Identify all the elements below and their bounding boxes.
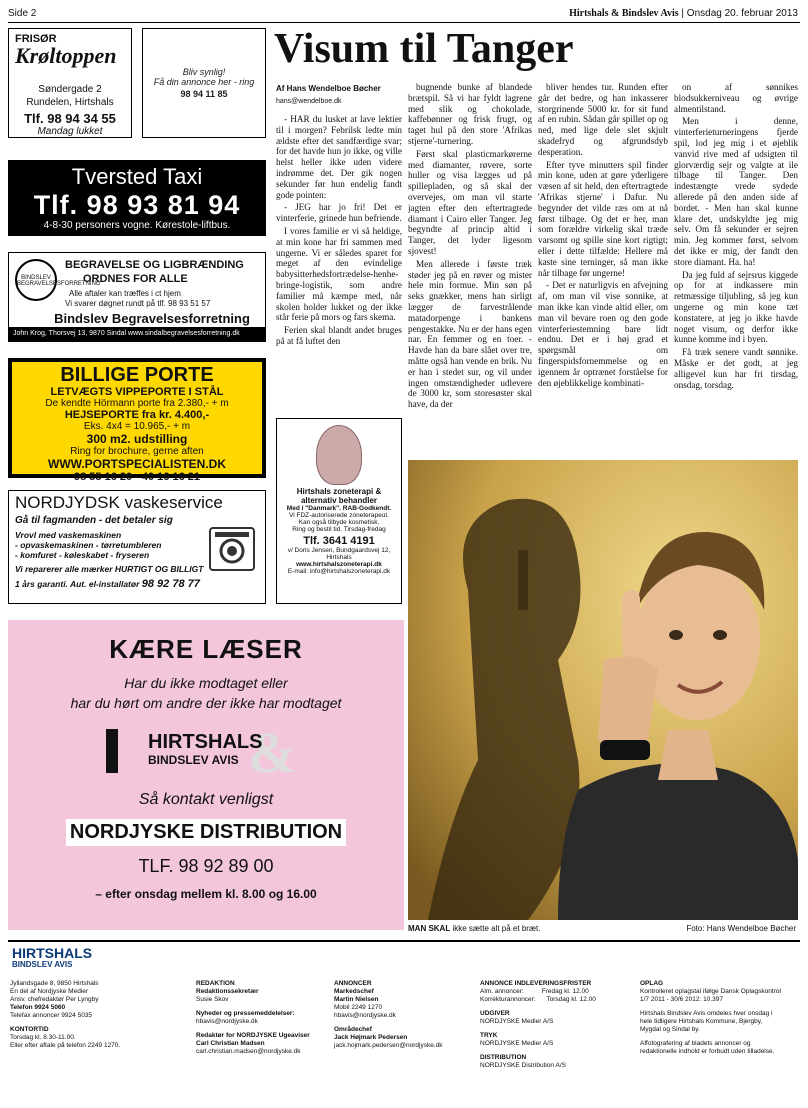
footer-heading: KONTORTID [10, 1026, 49, 1033]
footer-text: Jyllandsgade 8, 9850 Hirtshals [10, 980, 99, 987]
porte-line2: HEJSEPORTE fra kr. 4.400,- [64, 409, 210, 421]
footer-rule [8, 940, 800, 942]
vask-guarantee: 1 års garanti. Aut. el-installatør [15, 579, 140, 589]
footer-col-annoncer [334, 980, 474, 1050]
notice-q2: har du hørt om andre der ikke har modtaget [70, 695, 342, 711]
notice-company: NORDJYSKE DISTRIBUTION [66, 819, 346, 846]
footer-text: Affotografering af bladets annoncer og [640, 1040, 751, 1047]
footer-heading: DISTRIBUTION [480, 1054, 527, 1061]
paragraph: Men i denne, vinterferieturneringens fjerde spil, lod jeg mig i et øjeblik vanvid rive med af udsigten til glorværdig sejr og valgte at ile tilbage til Tanger. Den indestængte vrede sydede allerede på den anden side af bordet. - Men han skal kunne klare det, undskyldte jeg mig selv. Om få sekunder er sejren min. Jeg kommer først, selvom det ikke er mig, der fandt den store diamant. Ha. ha! [674, 116, 798, 267]
article-photo [408, 460, 798, 920]
footer-text: Hirtshals Bindslev Avis omdeles hver onsdag i [640, 1010, 773, 1017]
vask-list-item: Vrovl med vaskemaskinen [15, 530, 122, 540]
funeral-ad[interactable] [8, 252, 266, 342]
footer-text: Telefax annoncer 9924 5035 [10, 1012, 93, 1019]
taxi-sub: 4-8-30 personers vogne. Kørestole-liftbus. [43, 220, 231, 231]
notice-contact: Så kontakt venligst [138, 791, 274, 808]
footer-text: Carl Christian Madsen [196, 1040, 265, 1047]
paragraph: I vores familie er vi så heldige, at min kone har fri sammen med ungerne. Vi er således sparet for meget af den evindelige babysitterhedsfortrædelse-henhe-bringe-logistik, som andre familier må kæmpe med, når skolen holder lukket og der ikke står ferie på mors og fars skema. [276, 225, 402, 323]
masthead-info: Hirtshals & Bindslev Avis | Onsdag 20. februar 2013 [569, 8, 798, 19]
caption-text: ikke sætte alt på et bræt. [452, 924, 541, 933]
footer-email[interactable]: hbavis@nordjyske.dk [196, 1018, 258, 1025]
footer-text: hele tidligere Hirtshals Kommune, Bjergby, [640, 1018, 763, 1025]
vask-list-item: - opvaskemaskinen - tørretumbleren [15, 540, 162, 550]
footer-text: Redaktør for NORDJYSKE Ugeaviser [196, 1032, 310, 1039]
footer-text: Områdechef [334, 1026, 372, 1033]
caption-lead: MAN SKAL [408, 924, 451, 933]
self-ad-phone: 98 94 11 85 [180, 89, 228, 99]
zone-line1: Vi FDZ-autoriserede zoneterapeut. [289, 512, 389, 519]
logo-ampersand: & [248, 720, 297, 785]
washing-machine-icon [209, 527, 255, 571]
porte-phones: 98 55 16 20 - 40 16 16 21 [74, 471, 200, 483]
taxi-ad[interactable] [8, 160, 266, 236]
footer-text: NORDJYSKE Medier A/S [480, 1018, 554, 1025]
footer-heading: ANNONCER [334, 980, 372, 987]
funeral-line2: Vi svarer døgnet rundt på tlf. 98 93 51 57 [65, 299, 211, 308]
porte-line1: De kendte Hörmann porte fra 2.380,- + m [45, 398, 229, 409]
porte-line3: Eks. 4x4 = 10.965,- + m [83, 421, 191, 432]
vask-repair: Vi reparerer alle mærker HURTIGT OG BILLIGT [15, 564, 204, 574]
footer-text: Telefon 9924 5060 [10, 1004, 66, 1011]
frisor-phone: Tlf. 98 94 34 55 [24, 111, 116, 126]
footer-text: Nyheder og pressemeddelelser: [196, 1010, 295, 1017]
zone-address: v/ Doris Jensen, Bundgaardsvej 12, Hirtshals [287, 547, 391, 561]
article-column-2 [408, 82, 532, 462]
zone-line2: Kan også tilbyde kosmetisk. [298, 519, 380, 526]
footer-text: Martin Nielsen [334, 996, 379, 1003]
footer-logo [12, 946, 118, 972]
frisor-note: Mandag lukket [37, 126, 103, 137]
footer-text: Redaktionssekretær [196, 988, 259, 995]
footer-email[interactable]: jack.hojmark.pedersen@nordjyske.dk [334, 1042, 443, 1049]
porte-line5: Ring for brochure, gerne aften [70, 446, 204, 457]
paragraph: Da jeg fuld af sejrsrus kiggede op for at indkassere min retmæssige tiljubling, så jeg kun ungerne og min kone tæt konstatere, at jeg jo ikke havde noget visum, og derfor ikke kunne komme ind i byen. [674, 269, 798, 345]
frisor-ad[interactable] [8, 28, 132, 138]
zone-phone: Tlf. 3641 4191 [303, 535, 375, 547]
therapist-photo [316, 425, 362, 485]
footer-text: Markedschef [334, 988, 374, 995]
footer-text: Ansv. chefredaktør Per Lyngby [10, 996, 99, 1003]
vask-title: NORDJYDSK vaskeservice [15, 493, 223, 512]
footer-email[interactable]: carl.christian.madsen@nordjyske.dk [196, 1048, 301, 1055]
funeral-title2: ORDNES FOR ALLE [83, 273, 188, 285]
porte-url[interactable]: WWW.PORTSPECIALISTEN.DK [48, 457, 226, 471]
page-number: Side 2 [8, 8, 37, 19]
zone-email[interactable]: E-mail: info@hirtshalszoneterapi.dk [287, 568, 391, 575]
author-email[interactable]: hans@wendelboe.dk [276, 98, 342, 105]
footer-heading: REDAKTION [196, 980, 235, 987]
reader-notice [8, 620, 404, 930]
frisor-address2: Rundelen, Hirtshals [26, 97, 114, 108]
footer-text: Eller efter aftale på telefon 2249 1270. [10, 1042, 121, 1049]
footer-text: NORDJYSKE Distribution A/S [480, 1062, 566, 1069]
porte-title: BILLIGE PORTE [60, 364, 214, 386]
footer-logo-text2: BINDSLEV AVIS [12, 960, 73, 969]
footer-col-redaktion [196, 980, 326, 1056]
footer-text: Alm. annoncer: Fredag kl. 12.00 [480, 988, 589, 995]
funeral-name: Bindslev Begravelsesforretning [54, 311, 250, 326]
article-byline: Af Hans Wendelboe Bøcher [276, 84, 381, 93]
paper-name: Hirtshals & Bindslev Avis [569, 8, 679, 19]
funeral-title1: BEGRAVELSE OG LIGBRÆNDING [65, 259, 244, 271]
footer-col-oplag [640, 980, 800, 1056]
porte-line4: 300 m2. udstilling [86, 432, 188, 446]
vask-slogan: Gå til fagmanden - det betaler sig [15, 515, 173, 526]
paragraph: - Det er naturligvis en afvejning af, om man vil vise sonnike, at man ikke kan vinde altid eller, om man vil bevare roen og den gode vinterferiestemning bare lidt endnu. Det er i høj grad et spørgsmål om fingerspidsfornemmelse og en igennem år optrænet forståelse for den øjeblikkelige kombinati- [538, 280, 668, 388]
header-rule [8, 22, 800, 23]
notice-hours: – efter onsdag mellem kl. 8.00 og 16.00 [95, 887, 317, 901]
footer-text: redaktionelle indhold er forbudt uden tilladelse. [640, 1048, 775, 1055]
self-ad-line1: Bliv synlig! [182, 67, 226, 77]
article-column-3 [538, 82, 668, 462]
footer-heading: OPLAG [640, 980, 664, 987]
footer-text: Mobil 2249 1270 [334, 1004, 383, 1011]
frisor-address1: Søndergade 2 [38, 84, 102, 95]
paper-logo [8, 720, 404, 785]
footer-text: Mygdal og Sindal by. [640, 1026, 700, 1033]
vask-guarantee-line [15, 578, 259, 590]
frisor-name: Krøltoppen [15, 43, 117, 68]
porte-ad[interactable] [8, 358, 266, 483]
paragraph: Efter tyve minutters spil finder min kone, uden at gøre yderligere væsen af sit held, den eftertragtede 'Afrikas stjerne' i Dafur. Nu begynder det vilde ræs om at nå først tilbage. Og det er her, man som forældre virkelig skal træde varsomt og spille sine kort rigtigt; eller i dette tilfælde: Hellere må kaste sine terninger, så man ikke når tilbage før ungerne! [538, 159, 668, 278]
footer-text: Korrekturannoncer: Torsdag kl. 12.00 [480, 996, 596, 1003]
taxi-name: Tversted Taxi [71, 164, 203, 189]
footer-text: 1/7 2011 - 30/6 2012: 10.397 [640, 996, 724, 1003]
vask-list-item: - komfuret - køleskabet - fryseren [15, 550, 150, 560]
footer-heading: ANNONCE INDLEVERINGSFRISTER [480, 980, 592, 987]
footer-col-address [10, 980, 190, 1050]
logo-text1: HIRTSHALS [148, 731, 263, 753]
footer-text: En del af Nordjyske Medier [10, 988, 89, 995]
paragraph: Ferien skal blandt andet bruges på at få luftet den [276, 325, 402, 346]
paragraph: bugnende bunke af blandede brætspil. Så vi har fyldt lagrene med slik og chokolade, kaffebønner og frisk frugt, og taget hul på den store 'Afrikas stjerne'-turnering. [408, 82, 532, 146]
zone-sub: Med i "Danmark". RAB-Godkendt. [286, 505, 392, 512]
footer-email[interactable]: hbavis@nordjyske.dk [334, 1012, 396, 1019]
footer-text: NORDJYSKE Medier A/S [480, 1040, 554, 1047]
lighthouse-icon [106, 729, 118, 773]
paragraph: bliver hendes tur. Runden efter går det bedre, og han inkasserer storgrinende 5000 kr. for sit fund af en rubin. Sådan går spillet op og ned, med lige dele slet skjult skadefryd og afgrundsdyb desperation. [538, 82, 668, 157]
footer-text: Jack Højmark Pedersen [334, 1034, 408, 1041]
self-promo-ad[interactable] [142, 28, 266, 138]
funeral-logo: BINDSLEV BEGRAVELSESFORRETNING [15, 259, 57, 301]
zone-title2: alternativ behandler [300, 496, 378, 505]
article-headline: Visum til Tanger [274, 26, 574, 72]
porte-sub: LETVÆGTS VIPPEPORTE I STÅL [50, 386, 224, 398]
paragraph: - HAR du lusket at lave lektier til i morgen? Febrilsk ledte min ældste efter det sandfærdige svar; for det havde hun jo ikke, og ville helst heller ikke uden videre indrømme det. Der gik nogen sekunder før hun endelig fandt gode pointen: [276, 114, 402, 200]
zone-web[interactable]: www.hirtshalszoneterapi.dk [296, 561, 382, 568]
paragraph: on af sønnikes blodsukkerniveau og øvrige almentilstand. [674, 82, 798, 114]
footer-heading: UDGIVER [480, 1010, 510, 1017]
vaskeservice-ad[interactable] [8, 490, 266, 604]
paragraph: Men allerede i første træk støder jeg på en røver og mister hele min formue. Min søn på seks gnækker, mens han sirligt lægger de farvestrålende matadorpenge i bankens pengestakke. Nu er der hans egen nar. En femmer og en toer. - Havde han da bare slået over tre, måtte også han vende en brik. Nu er han i stedet sur, og vil under ingen omstændigheder udlevere de 3000 kr, som storesøster skal have, da der [408, 258, 532, 410]
taxi-phone: Tlf. 98 93 81 94 [33, 190, 241, 220]
footer-text: Torsdag kl. 8.30-11.00. [10, 1034, 76, 1041]
paragraph: - JEG har jo fri! Det er vinterferie, grinede hun befriende. [276, 202, 402, 224]
self-ad-line2: Få din annonce her - ring [153, 77, 255, 87]
funeral-footer: John Krog, Thorsvej 13, 9870 Sindal www.sindalbegravelsesforretning.dk [9, 327, 265, 341]
notice-title: KÆRE LÆSER [109, 634, 303, 664]
footer-text: Kontrolleret oplagstal ifølge Dansk Oplagskontrol [640, 988, 781, 995]
zone-line3: Ring og bestil tid. Tirsdag-fredag [292, 526, 386, 533]
frisor-label: FRISØR [15, 33, 57, 45]
zoneterapi-ad[interactable] [276, 418, 402, 604]
zone-title1: Hirtshals zoneterapi & [296, 487, 382, 496]
paragraph: Først skal plasticmarkørerne med diamanter, røvere, sorte huller og visa lægges ud på spillepladen, og så skal der overvejes, om man vil starte jagten efter den eftertragtede diamant i Cairo eller Tanger. Jeg begyndte af princip altid i Tanger, det lyder ligesom sjovest! [408, 148, 532, 256]
logo-text2: BINDSLEV AVIS [148, 753, 239, 767]
footer-text: Susie Skov [196, 996, 229, 1003]
paragraph: Få træk senere vandt sønnike. Måske er det godt, at jeg alligevel kun har fri tirsdag, onsdag, torsdag. [674, 347, 798, 390]
article-column-1 [276, 114, 402, 410]
footer-col-frister [480, 980, 630, 1070]
notice-phone: TLF. 98 92 89 00 [138, 856, 274, 876]
issue-date: Onsdag 20. februar 2013 [686, 8, 798, 19]
funeral-line1: Alle aftaler kan træffes i ct hjem [69, 289, 181, 298]
notice-q1: Har du ikke modtaget eller [124, 675, 288, 691]
footer-heading: TRYK [480, 1032, 498, 1039]
photo-caption [408, 924, 541, 933]
photo-credit: Foto: Hans Wendelboe Bøcher [686, 924, 796, 933]
vask-phone: 98 92 78 77 [141, 578, 200, 590]
article-column-4 [674, 82, 798, 422]
footer-logo-text1: HIRTSHALS [12, 945, 93, 961]
